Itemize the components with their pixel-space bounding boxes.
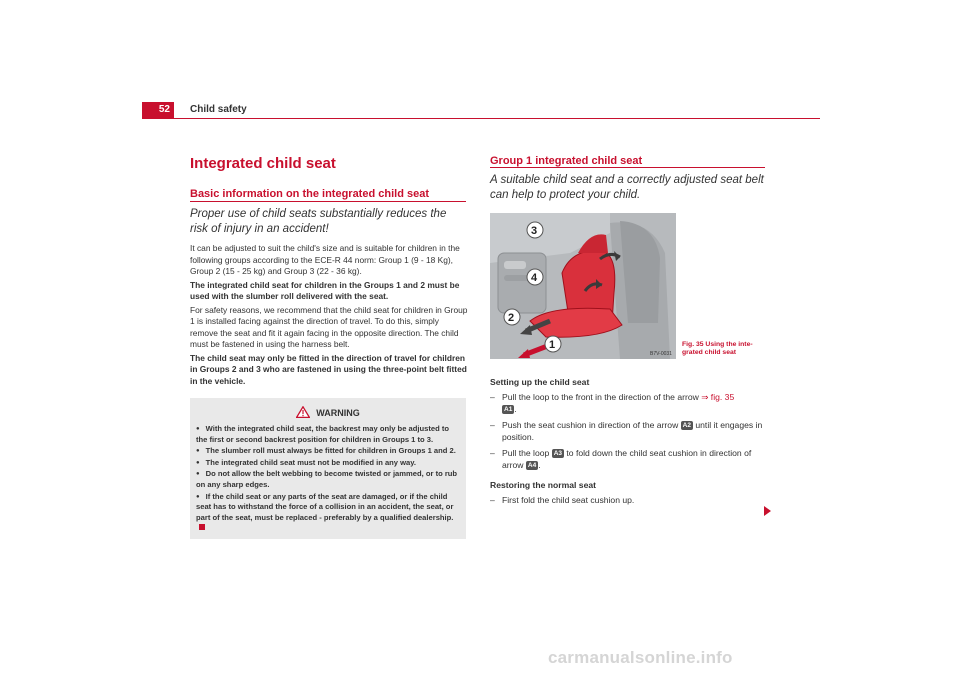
child-seat-illustration xyxy=(490,213,676,359)
warning-item: ● The integrated child seat must not be modified in any way. xyxy=(196,458,462,469)
left-intro: Proper use of child seats substantially reduces the risk of injury in an accident! xyxy=(190,208,447,235)
figure-label: 1 xyxy=(549,339,556,351)
setup-step-2: – Push the seat cushion in direction of the arrow A2 until it engages in position. xyxy=(490,419,766,443)
setup-instructions xyxy=(490,376,766,506)
header-rule xyxy=(142,118,820,119)
page-header-title: Child safety xyxy=(190,104,247,115)
left-paragraph-3: For safety reasons, we recommend that the child seat for children in Group 1 is installed facing against the direction of travel. To do this, simply remove the seat and fit it again facing in the opposite direction. The child must be fastened in using the harness belt. xyxy=(190,304,468,349)
setup-heading: Setting up the child seat xyxy=(490,377,590,387)
left-paragraph-1: It can be adjusted to suit the child's size and is suitable for children in the following groups according to the ECE-R 44 norm: Group 1 (9 - 18 Kg), Group 2 (15 - 25 kg) and Group 3 (22 - 36 kg). xyxy=(190,243,460,276)
restore-step-1: – First fold the child seat cushion up. xyxy=(490,494,766,506)
callout-tag-a4: A4 xyxy=(527,462,537,469)
right-subheading: Group 1 integrated child seat xyxy=(490,155,643,167)
left-subheading-rule xyxy=(190,201,466,202)
warning-header xyxy=(190,406,466,418)
warning-item: ● If the child seat or any parts of the seat are damaged, or if the child seat has to withstand the force of a collision in an accident, the seat, or part of the seat, must be replaced - preferably by a qualified dealership. xyxy=(196,492,462,534)
section-end-icon xyxy=(199,524,205,530)
setup-step-3: – Pull the loop A3 to fold down the child seat cushion in direction of arrow A4 . xyxy=(490,447,766,471)
restore-heading: Restoring the normal seat xyxy=(490,480,597,490)
warning-item: ● With the integrated child seat, the backrest may only be adjusted to the first or second backrest position for children in Groups 1 to 3. xyxy=(196,424,462,445)
warning-list xyxy=(196,424,462,535)
setup-step-1: – Pull the loop to the front in the direction of the arrow ⇒ fig. 35 A1 . xyxy=(490,391,766,415)
child-seat-figure xyxy=(490,213,676,359)
section-heading: Integrated child seat xyxy=(190,155,336,172)
left-paragraph-4: The child seat may only be fitted in the direction of travel for children in Groups 2 and 3 who are fastened in using the three-point belt fitted in the vehicle. xyxy=(190,352,467,386)
warning-item: ● Do not allow the belt webbing to become twisted or jammed, or to rub on any sharp edges. xyxy=(196,469,462,490)
footer-watermark: carmanualsonline.info xyxy=(548,648,733,667)
page-number: 52 xyxy=(142,102,174,118)
left-paragraph-2: The integrated child seat for children in the Groups 1 and 2 must be used with the slumber roll delivered with the seat. xyxy=(190,279,460,301)
figure-label: 3 xyxy=(531,225,538,237)
warning-item: ● The slumber roll must always be fitted for children in Groups 1 and 2. xyxy=(196,446,462,457)
left-subheading: Basic information on the integrated child seat xyxy=(190,188,429,200)
right-subheading-rule xyxy=(490,167,765,168)
figure-link[interactable]: ⇒ fig. 35 xyxy=(701,392,735,402)
continue-arrow-icon xyxy=(764,506,771,516)
figure-caption: Fig. 35 Using the inte- grated child seat xyxy=(682,341,753,356)
figure-label: 4 xyxy=(531,272,538,284)
figure-label: 2 xyxy=(508,312,515,324)
callout-tag-a3: A3 xyxy=(553,450,562,457)
warning-triangle-icon xyxy=(296,406,310,418)
callout-tag-a1: A1 xyxy=(504,406,513,413)
right-intro: A suitable child seat and a correctly adjusted seat belt can help to protect your child. xyxy=(490,174,764,201)
figure-code: B7V-0031 xyxy=(650,351,672,357)
left-body xyxy=(190,243,468,389)
warning-title: WARNING xyxy=(316,408,360,418)
callout-tag-a2: A2 xyxy=(682,422,691,429)
warning-box xyxy=(190,398,466,539)
